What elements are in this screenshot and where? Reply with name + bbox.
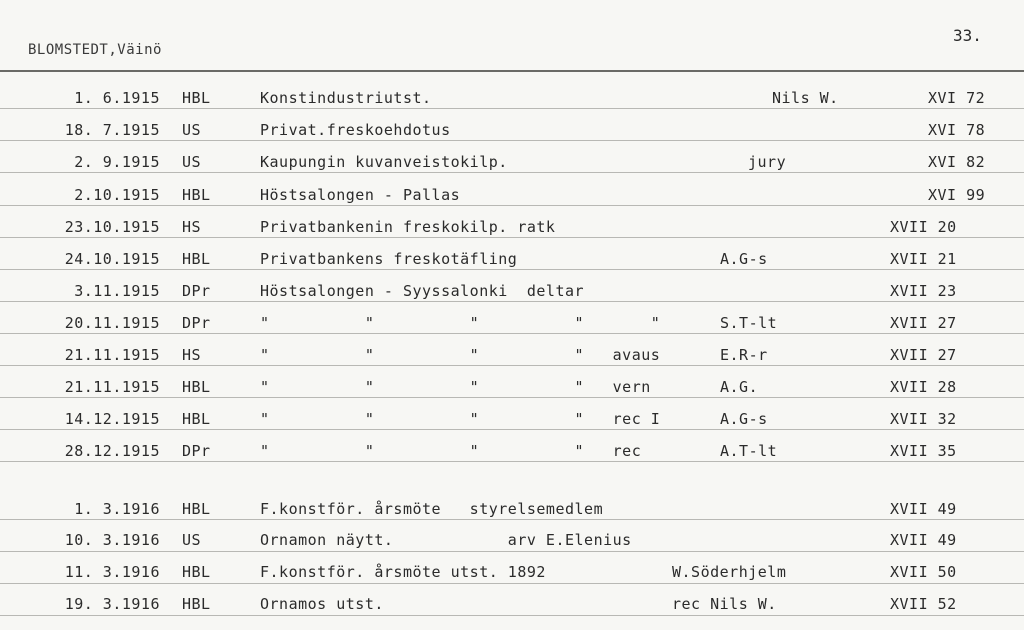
entry-reference: XVII 49 bbox=[890, 531, 957, 549]
entry-title: F.konstför. årsmöte utst. 1892 bbox=[260, 563, 546, 581]
entry-title: Höstsalongen - Syyssalonki deltar bbox=[260, 282, 585, 300]
entry-title: Ornamon näytt. arv E.Elenius bbox=[260, 531, 632, 549]
entry-note: rec Nils W. bbox=[672, 595, 777, 613]
entry-reference: XVII 49 bbox=[890, 500, 957, 518]
entry-reference: XVI 99 bbox=[928, 186, 986, 204]
entry-source: DPr bbox=[182, 442, 211, 460]
entry-source: HBL bbox=[182, 378, 211, 396]
entry-reference: XVI 72 bbox=[928, 89, 986, 107]
entry-title: Ornamos utst. bbox=[260, 595, 384, 613]
card-heading-name: BLOMSTEDT,Väinö bbox=[28, 42, 162, 58]
entry-row bbox=[0, 345, 1024, 373]
entry-source: HBL bbox=[182, 186, 211, 204]
entry-source: HBL bbox=[182, 500, 211, 518]
entry-source: US bbox=[182, 121, 202, 139]
entry-note: W.Söderhjelm bbox=[672, 563, 787, 581]
entry-date: 2.10.1915 bbox=[74, 186, 160, 204]
entry-source: HBL bbox=[182, 410, 211, 428]
entry-date: 24.10.1915 bbox=[64, 250, 160, 268]
entry-title: Privat.freskoehdotus bbox=[260, 121, 451, 139]
entry-title: " " " " rec I bbox=[260, 410, 661, 428]
entry-reference: XVI 78 bbox=[928, 121, 986, 139]
entry-source: US bbox=[182, 531, 202, 549]
entry-reference: XVII 32 bbox=[890, 410, 957, 428]
entry-row bbox=[0, 409, 1024, 437]
entry-row bbox=[0, 152, 1024, 180]
entry-note: jury bbox=[748, 153, 787, 171]
entry-title: Konstindustriutst. bbox=[260, 89, 432, 107]
entry-reference: XVII 35 bbox=[890, 442, 957, 460]
entry-note: E.R-r bbox=[720, 346, 768, 364]
entry-row bbox=[0, 217, 1024, 245]
entry-note: A.G-s bbox=[720, 250, 768, 268]
entry-source: US bbox=[182, 153, 202, 171]
entry-row bbox=[0, 313, 1024, 341]
entry-title: Höstsalongen - Pallas bbox=[260, 186, 461, 204]
entry-row bbox=[0, 281, 1024, 309]
entry-reference: XVII 27 bbox=[890, 314, 957, 332]
entry-row bbox=[0, 249, 1024, 277]
entry-date: 20.11.1915 bbox=[64, 314, 160, 332]
entry-source: DPr bbox=[182, 314, 211, 332]
entry-row bbox=[0, 562, 1024, 590]
entry-source: HS bbox=[182, 218, 202, 236]
entry-source: HBL bbox=[182, 250, 211, 268]
entry-title: F.konstför. årsmöte styrelsemedlem bbox=[260, 500, 604, 518]
entry-date: 14.12.1915 bbox=[64, 410, 160, 428]
entry-date: 1. 6.1915 bbox=[74, 89, 160, 107]
entry-reference: XVII 21 bbox=[890, 250, 957, 268]
entry-date: 18. 7.1915 bbox=[64, 121, 160, 139]
entry-title: Privatbankenin freskokilp. ratk bbox=[260, 218, 556, 236]
entry-reference: XVII 50 bbox=[890, 563, 957, 581]
entry-title: " " " " vern bbox=[260, 378, 651, 396]
entry-title: " " " " avaus bbox=[260, 346, 661, 364]
page-number: 33. bbox=[953, 26, 982, 45]
entry-row bbox=[0, 120, 1024, 148]
entry-row bbox=[0, 594, 1024, 622]
entry-date: 21.11.1915 bbox=[64, 346, 160, 364]
entry-date: 11. 3.1916 bbox=[64, 563, 160, 581]
entry-source: HBL bbox=[182, 89, 211, 107]
entry-date: 10. 3.1916 bbox=[64, 531, 160, 549]
entry-row bbox=[0, 441, 1024, 469]
entry-row bbox=[0, 530, 1024, 558]
entry-date: 23.10.1915 bbox=[64, 218, 160, 236]
header-rule bbox=[0, 70, 1024, 72]
entry-source: HBL bbox=[182, 595, 211, 613]
entry-source: HBL bbox=[182, 563, 211, 581]
entry-reference: XVI 82 bbox=[928, 153, 986, 171]
entry-reference: XVII 28 bbox=[890, 378, 957, 396]
entry-reference: XVII 23 bbox=[890, 282, 957, 300]
entry-note: A.G-s bbox=[720, 410, 768, 428]
entry-note: S.T-lt bbox=[720, 314, 778, 332]
entry-title: " " " " " bbox=[260, 314, 661, 332]
entry-title: Kaupungin kuvanveistokilp. bbox=[260, 153, 508, 171]
entry-reference: XVII 52 bbox=[890, 595, 957, 613]
entry-title: Privatbankens freskotäfling bbox=[260, 250, 518, 268]
entry-note: A.T-lt bbox=[720, 442, 778, 460]
entry-row bbox=[0, 377, 1024, 405]
entry-reference: XVII 27 bbox=[890, 346, 957, 364]
entry-date: 1. 3.1916 bbox=[74, 500, 160, 518]
entry-date: 28.12.1915 bbox=[64, 442, 160, 460]
entry-source: DPr bbox=[182, 282, 211, 300]
entry-row bbox=[0, 88, 1024, 116]
entry-row bbox=[0, 499, 1024, 527]
entry-date: 21.11.1915 bbox=[64, 378, 160, 396]
entry-date: 19. 3.1916 bbox=[64, 595, 160, 613]
entry-source: HS bbox=[182, 346, 202, 364]
entry-note: A.G. bbox=[720, 378, 759, 396]
entry-date: 3.11.1915 bbox=[74, 282, 160, 300]
entry-date: 2. 9.1915 bbox=[74, 153, 160, 171]
entry-row bbox=[0, 185, 1024, 213]
entry-note: Nils W. bbox=[772, 89, 839, 107]
entry-reference: XVII 20 bbox=[890, 218, 957, 236]
entry-title: " " " " rec bbox=[260, 442, 642, 460]
